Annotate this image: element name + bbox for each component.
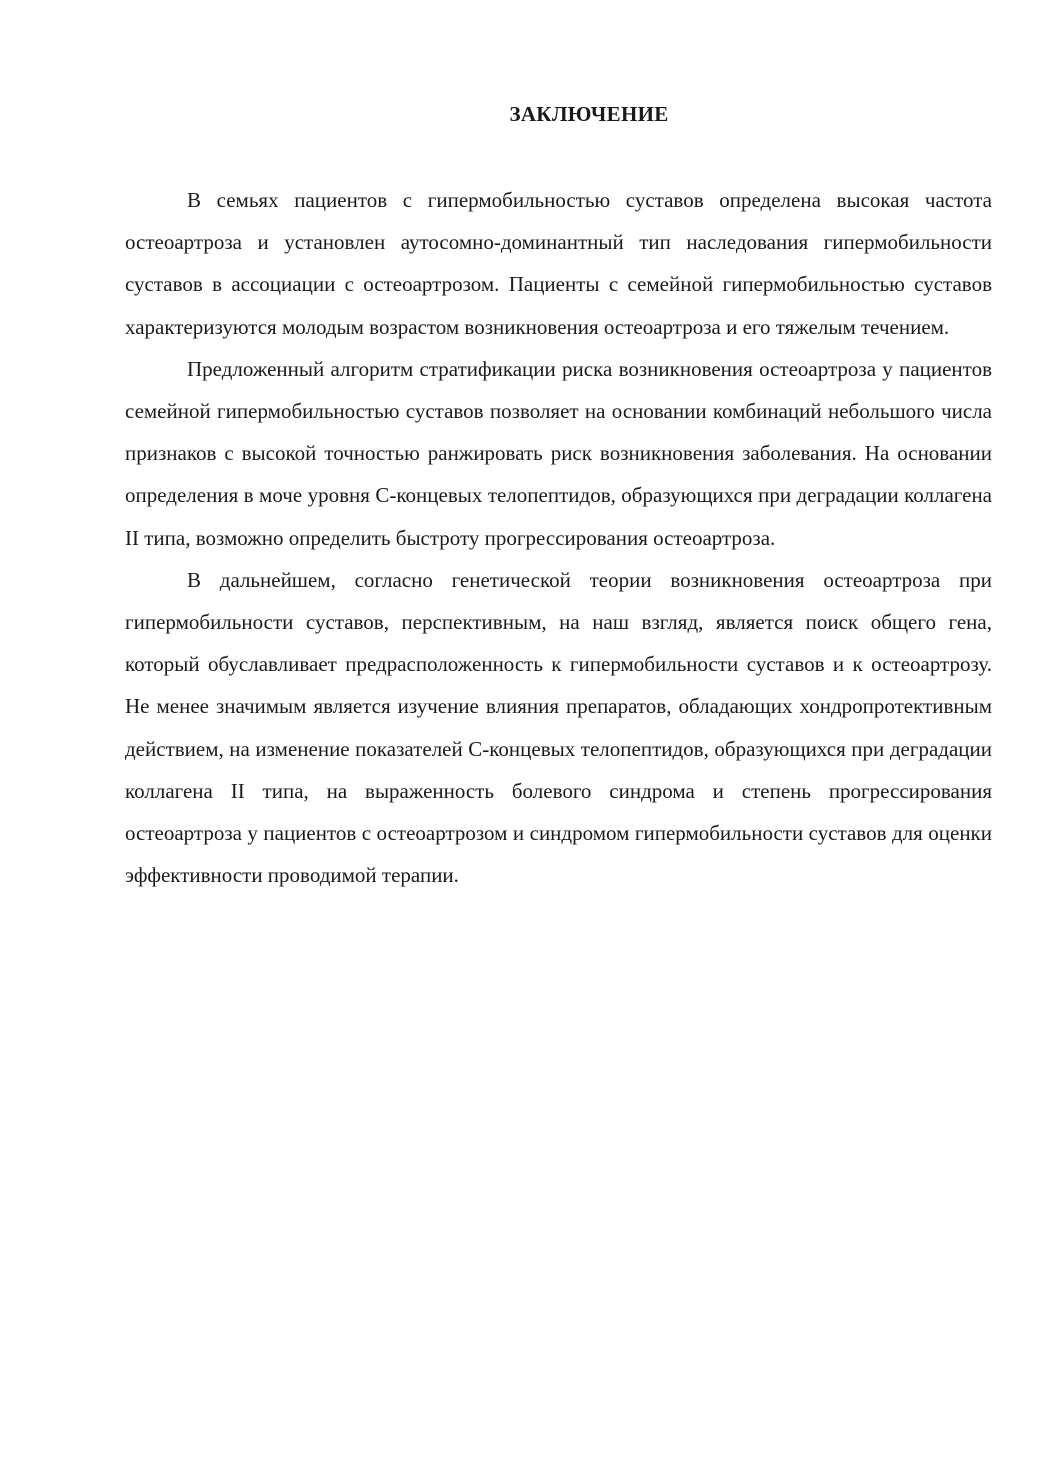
document-body [125,179,992,896]
page-title: ЗАКЛЮЧЕНИЕ [509,102,669,126]
paragraph-2: Предложенный алгоритм стратификации риска возникновения остеоартроза у пациентов семейной гипермобильностью суставов позволяет на основании комбинаций небольшого числа признаков с высокой точностью ранжировать риск возникновения заболевания. На основании определения в моче уровня С-концевых телопептидов, образующихся при деградации коллагена II типа, возможно определить быстроту прогрессирования остеоартроза. [125,356,992,550]
paragraph-3: В дальнейшем, согласно генетической теории возникновения остеоартроза при гипермобильности суставов, перспективным, на наш взгляд, является поиск общего гена, который обуславливает предрасположенность к гипермобильности суставов и к остеоартрозу. Не менее значимым является изучение влияния препаратов, обладающих хондропротективным действием, на изменение показателей С-концевых телопептидов, образующихся при деградации коллагена II типа, на выраженность болевого синдрома и степень прогрессирования остеоартроза у пациентов с остеоартрозом и синдромом гипермобильности суставов для оценки эффективности проводимой терапии. [125,567,992,888]
paragraph-1: В семьях пациентов с гипермобильностью суставов определена высокая частота остеоартроза и установлен аутосомно-доминантный тип наследования гипермобильности суставов в ассоциации с остеоартрозом. Пациенты с семейной гипермобильностью суставов характеризуются молодым возрастом возникновения остеоартроза и его тяжелым течением. [125,188,992,339]
